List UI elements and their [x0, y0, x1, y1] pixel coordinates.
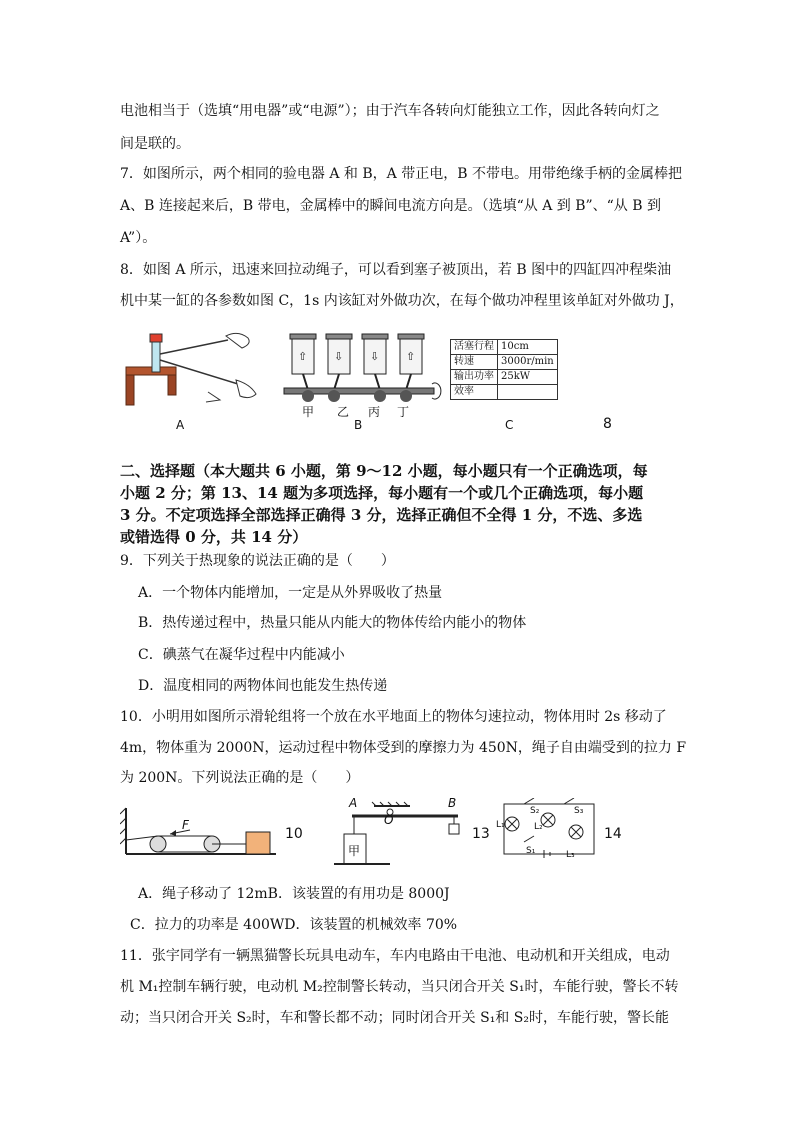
text-line: 间是联的。 — [120, 136, 190, 152]
param-name: 活塞行程 — [451, 340, 498, 355]
question-11-line: 11．张宇同学有一辆黑猫警长玩具电动车，车内电路由干电池、电动机和开关组成，电动 — [120, 948, 670, 964]
question-10-line: 为 200N。下列说法正确的是（ ） — [120, 770, 360, 786]
section-heading: 3 分。不定项选择全部选择正确得 3 分，选择正确但不全得 1 分，不选、多选 — [120, 506, 643, 524]
figure-number: 10 — [285, 826, 303, 842]
section-heading: 或错选得 0 分，共 14 分） — [120, 528, 308, 546]
figure-label-a: A — [176, 418, 185, 432]
question-11-line: 机 M₁控制车辆行驶，电动机 M₂控制警长转动，当只闭合开关 S₁时，车能行驶，警长不转 — [120, 979, 679, 995]
svg-text:⇧: ⇧ — [406, 350, 416, 363]
question-8-line: 8．如图 A 所示，迅速来回拉动绳子，可以看到塞子被顶出，若 B 图中的四缸四冲程柴油 — [120, 262, 672, 278]
lamp-l3-label: L₃ — [566, 850, 575, 860]
figure-13-lever — [330, 800, 470, 870]
question-11-line: 动；当只闭合开关 S₂时，车和警长都不动；同时闭合开关 S₁和 S₂时，车能行驶，警长能 — [120, 1010, 669, 1026]
question-7-line: A”）。 — [120, 230, 157, 246]
figure-number: 14 — [604, 826, 622, 842]
param-value — [498, 385, 558, 400]
point-b-label: B — [448, 796, 457, 810]
stroke-label: 丁 — [397, 405, 410, 419]
section-heading: 小题 2 分；第 13、14 题为多项选择，每小题有一个或几个正确选项，每小题 — [120, 484, 644, 502]
option-a: A．一个物体内能增加，一定是从外界吸收了热量 — [138, 585, 443, 601]
option-a-b: A．绳子移动了 12mB．该装置的有用功是 8000J — [138, 886, 450, 902]
table-row — [451, 355, 558, 370]
param-name: 输出功率 — [451, 370, 498, 385]
figure-label-b: B — [354, 418, 363, 432]
lamp-l1-label: L₁ — [496, 820, 505, 830]
svg-text:⇩: ⇩ — [334, 350, 344, 363]
question-10-line: 4m，物体重为 2000N，运动过程中物体受到的摩擦力为 450N，绳子自由端受到的拉力 F — [120, 740, 687, 756]
figure-number: 13 — [472, 826, 490, 842]
switch-s3-label: S₃ — [574, 806, 584, 816]
point-a-label: A — [349, 796, 358, 810]
table-row — [451, 385, 558, 400]
question-7-line: A、B 连接起来后，B 带电，金属棒中的瞬间电流方向是。（选填“从 A 到 B”、“从 B 到 — [120, 198, 661, 214]
figure-number: 8 — [603, 416, 612, 432]
svg-text:⇧: ⇧ — [298, 350, 308, 363]
param-value: 25kW — [498, 370, 558, 385]
param-name: 转速 — [451, 355, 498, 370]
lamp-l2-label: L₂ — [534, 822, 543, 832]
figure-label-c: C — [505, 418, 514, 432]
switch-s2-label: S₂ — [530, 806, 540, 816]
option-c: C．碘蒸气在凝华过程中内能减小 — [138, 647, 345, 663]
text-line: 电池相当于（选填“用电器”或“电源”）；由于汽车各转向灯能独立工作，因此各转向灯之 — [120, 103, 660, 119]
stroke-label: 丙 — [368, 405, 381, 419]
table-row — [451, 370, 558, 385]
question-10-line: 10．小明用如图所示滑轮组将一个放在水平地面上的物体匀速拉动，物体用时 2s 移动了 — [120, 709, 667, 725]
section-heading: 二、选择题（本大题共 6 小题，第 9～12 小题，每小题只有一个正确选项，每 — [120, 462, 648, 480]
option-d: D．温度相同的两物体间也能发生热传递 — [138, 678, 388, 694]
block-label: 甲 — [348, 844, 361, 858]
switch-s1-label: S₁ — [526, 846, 536, 856]
option-b: B．热传递过程中，热量只能从内能大的物体传给内能小的物体 — [138, 615, 527, 631]
option-c-d: C．拉力的功率是 400WD．该装置的机械效率 70% — [130, 917, 458, 933]
pivot-o-label: O — [384, 813, 394, 827]
param-name: 效率 — [451, 385, 498, 400]
svg-text:⇩: ⇩ — [370, 350, 380, 363]
stroke-label: 乙 — [337, 405, 350, 419]
engine-parameter-table — [450, 339, 558, 400]
param-value: 3000r/min — [498, 355, 558, 370]
figure-10-pulley — [120, 804, 280, 864]
table-row — [451, 340, 558, 355]
question-8-line: 机中某一缸的各参数如图 C，1s 内该缸对外做功次，在每个做功冲程里该单缸对外做功 J， — [120, 293, 684, 309]
figure-8a-rope-tube — [118, 322, 278, 414]
force-label: F — [182, 818, 189, 832]
param-value: 10cm — [498, 340, 558, 355]
stroke-label: 甲 — [302, 405, 315, 419]
question-7-line: 7．如图所示，两个相同的验电器 A 和 B，A 带正电，B 不带电。用带绝缘手柄的金属棒把 — [120, 166, 682, 182]
question-9-stem: 9．下列关于热现象的说法正确的是（ ） — [120, 553, 395, 569]
